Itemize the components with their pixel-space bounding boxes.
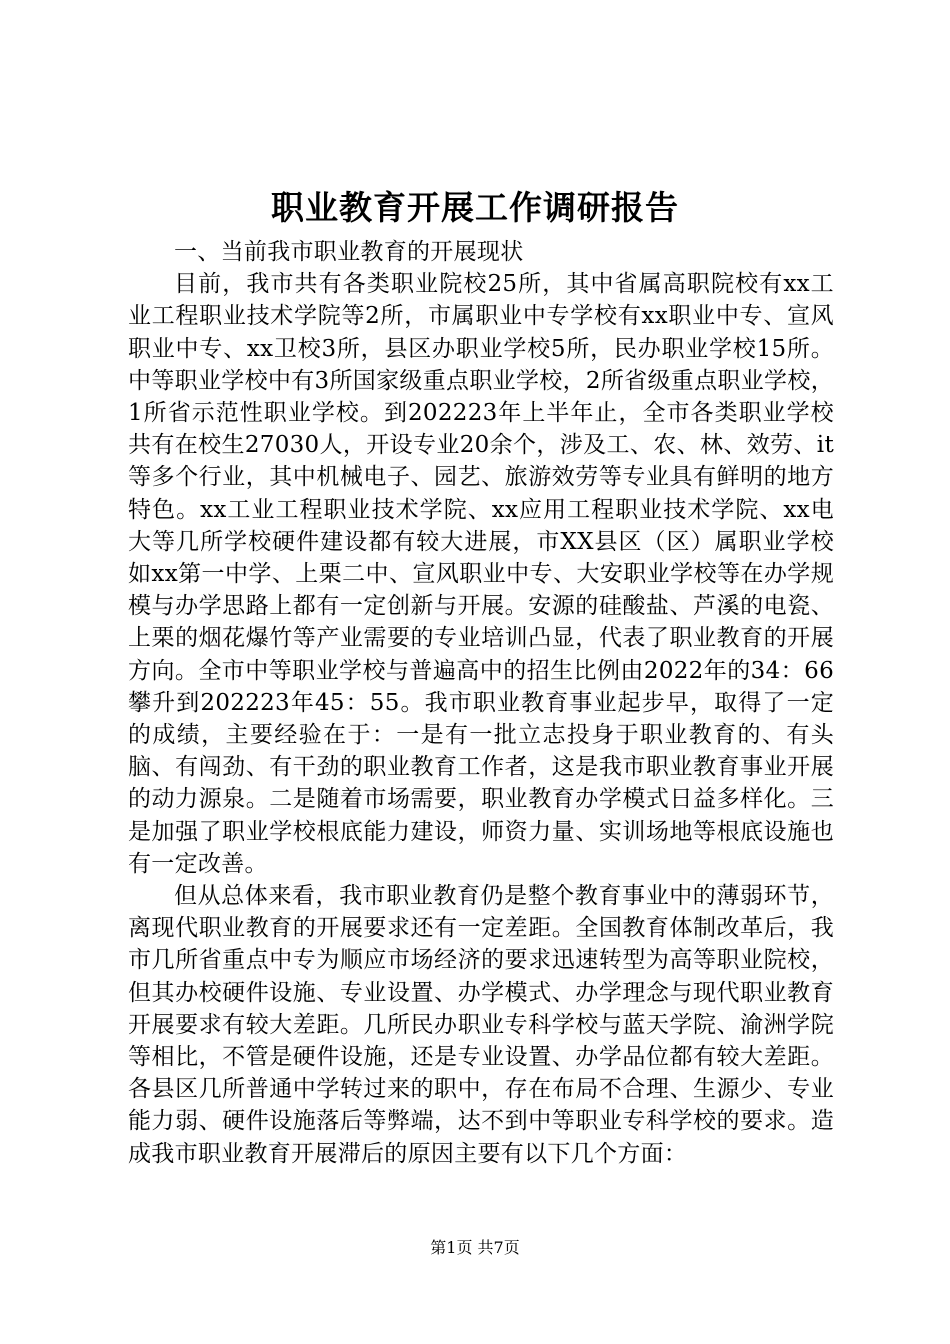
page-footer: 第1页 共7页 (430, 1238, 520, 1257)
paragraph-2: 但从总体来看，我市职业教育仍是整个教育事业中的薄弱环节，离现代职业教育的开展要求还有一定差距。全国教育体制改革后，我市几所省重点中专为顺应市场经济的要求迅速转型为高等职业院校，但其办校硬件设施、专业设置、办学模式、办学理念与现代职业教育开展要求有较大差距。几所民办职业专科学校与蓝天学院、渝洲学院等相比，不管是硬件设施，还是专业设置、办学品位都有较大差距。各县区几所普通中学转过来的职中，存在布局不合理、生源少、专业能力弱、硬件设施落后等弊端，达不到中等职业专科学校的要求。造成我市职业教育开展滞后的原因主要有以下几个方面： (128, 883, 834, 1167)
paragraph-1: 目前，我市共有各类职业院校25所，其中省属高职院校有xx工业工程职业技术学院等2所，市属职业中专学校有xx职业中专、宣风职业中专、xx卫校3所，县区办职业学校5所，民办职业学校15所。中等职业学校中有3所国家级重点职业学校，2所省级重点职业学校，1所省示范性职业学校。到202223年上半年止，全市各类职业学校共有在校生27030人，开设专业20余个，涉及工、农、林、效劳、it等多个行业，其中机械电子、园艺、旅游效劳等专业具有鲜明的地方特色。xx工业工程职业技术学院、xx应用工程职业技术学院、xx电大等几所学校硬件建设都有较大进展，市XX县区（区）属职业学校如xx第一中学、上栗二中、宣风职业中专、大安职业学校等在办学规模与办学思路上都有一定创新与开展。安源的硅酸盐、芦溪的电瓷、上栗的烟花爆竹等产业需要的专业培训凸显，代表了职业教育的开展方向。全市中等职业学校与普遍高中的招生比例由2022年的34：66攀升到202223年45：55。我市职业教育事业起步早，取得了一定的成绩，主要经验在于：一是有一批立志投身于职业教育的、有头脑、有闯劲、有干劲的职业教育工作者，这是我市职业教育事业开展的动力源泉。二是随着市场需要，职业教育办学模式日益多样化。三是加强了职业学校根底能力建设，师资力量、实训场地等根底设施也有一定改善。 (128, 271, 834, 877)
document-title: 职业教育开展工作调研报告 (271, 188, 679, 227)
document-body (128, 236, 834, 1170)
section-heading: 一、当前我市职业教育的开展现状 (174, 239, 524, 265)
